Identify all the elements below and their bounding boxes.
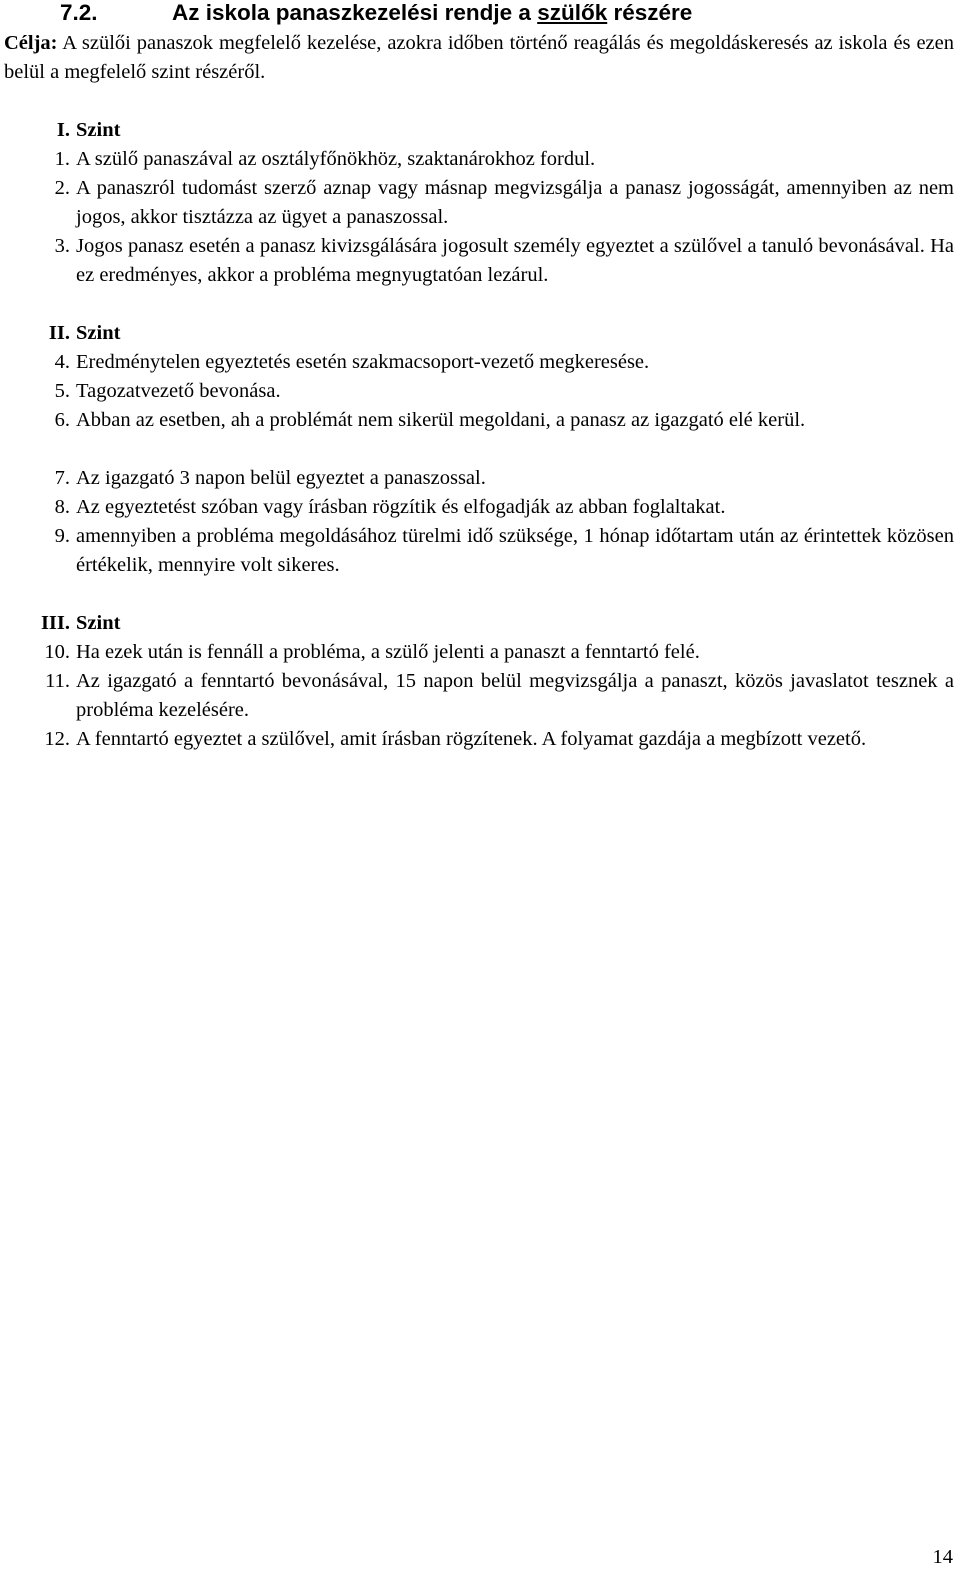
list-item — [0, 145, 954, 174]
level-heading-3 — [0, 609, 200, 638]
list-item — [0, 638, 954, 667]
goal-label: Célja: — [4, 32, 58, 54]
list-item-number: 9. — [54, 525, 70, 547]
list-item-text: Az igazgató 3 napon belül egyeztet a panaszossal. — [76, 467, 486, 489]
list-item-text: Tagozatvezető bevonása. — [76, 380, 281, 402]
section-title-prefix: Az iskola panaszkezelési rendje a — [172, 0, 538, 25]
level-name: Szint — [76, 119, 121, 141]
list-item-number: 12. — [44, 728, 70, 750]
list-item — [0, 522, 954, 580]
list-item-text: Az igazgató a fenntartó bevonásával, 15 napon belül megvizsgálja a panaszt, közös javaslatot tesznek a probléma kezelésére. — [76, 670, 954, 721]
list-item-number: 5. — [54, 380, 70, 402]
section-number: 7.2. — [60, 0, 98, 25]
list-item-text: A fenntartó egyeztet a szülővel, amit írásban rögzítenek. A folyamat gazdája a megbízott vezető. — [76, 728, 867, 750]
list-item-number: 6. — [54, 409, 70, 431]
level-name: Szint — [76, 612, 121, 634]
list-item-number: 4. — [54, 351, 70, 373]
list-item-text: Az egyeztetést szóban vagy írásban rögzítik és elfogadják az abban foglaltakat. — [76, 496, 726, 518]
list-item-number: 3. — [54, 235, 70, 257]
list-item-text: A panaszról tudomást szerző aznap vagy másnap megvizsgálja a panasz jogosságát, amennyiben az nem jogos, akkor tisztázza az ügyet a panaszossal. — [76, 177, 954, 228]
list-item-text: Abban az esetben, ah a problémát nem sikerül megoldani, a panasz az igazgató elé kerül. — [76, 409, 806, 431]
goal-text: A szülői panaszok megfelelő kezelése, azokra időben történő reagálás és megoldáskeresés az iskola és ezen belül a megfelelő szint részéről. — [4, 32, 954, 83]
list-item — [0, 667, 954, 725]
list-item — [0, 348, 954, 377]
section-title-underlined: szülők — [537, 0, 608, 25]
level-heading-2 — [0, 319, 200, 348]
list-item-number: 1. — [54, 148, 70, 170]
list-item-number: 10. — [44, 641, 70, 663]
list-item-text: Ha ezek után is fennáll a probléma, a szülő jelenti a panaszt a fenntartó felé. — [76, 641, 700, 663]
list-item — [0, 232, 954, 290]
list-item-number: 7. — [54, 467, 70, 489]
list-item — [0, 493, 954, 522]
list-item — [0, 174, 954, 232]
list-item — [0, 464, 954, 493]
section-heading — [60, 0, 692, 27]
list-item — [0, 377, 954, 406]
list-item-text: Jogos panasz esetén a panasz kivizsgálására jogosult személy egyeztet a szülővel a tanuló bevonásával. Ha ez eredményes, akkor a probléma megnyugtatóan lezárul. — [76, 235, 954, 286]
level-roman-numeral: III. — [40, 612, 70, 634]
list-item-text: A szülő panaszával az osztályfőnökhöz, szaktanárokhoz fordul. — [76, 148, 596, 170]
goal-paragraph — [4, 29, 954, 87]
level-heading-1 — [0, 116, 200, 145]
level-name: Szint — [76, 322, 121, 344]
list-item-number: 11. — [45, 670, 70, 692]
list-item-text: Eredménytelen egyeztetés esetén szakmacsoport-vezető megkeresése. — [76, 351, 650, 373]
list-item-number: 2. — [54, 177, 70, 199]
page-number: 14 — [932, 1546, 953, 1568]
level-roman-numeral: II. — [48, 322, 70, 344]
section-title-suffix: részére — [607, 0, 693, 25]
list-item — [0, 406, 954, 435]
list-item — [0, 725, 954, 754]
list-item-text: amennyiben a probléma megoldásához türelmi idő szüksége, 1 hónap időtartam után az érintettek közösen értékelik, mennyire volt sikeres. — [76, 525, 954, 576]
list-item-number: 8. — [54, 496, 70, 518]
level-roman-numeral: I. — [56, 119, 70, 141]
